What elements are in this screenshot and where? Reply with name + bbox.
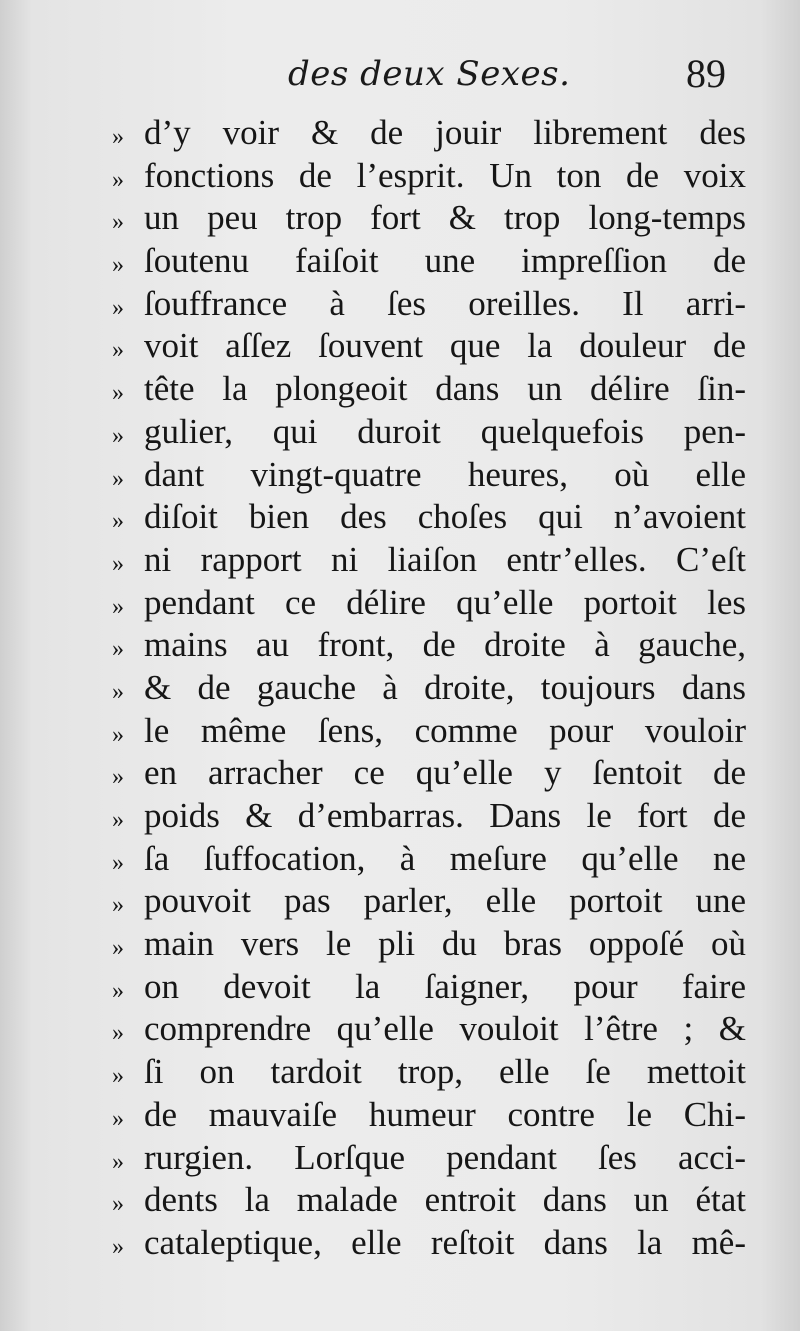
text-line [112,710,746,753]
line-text: poids & d’embarras. Dans le fort de [144,796,746,835]
body-text [112,112,746,1265]
line-text: on devoit la ſaigner, pour faire [144,966,746,1006]
quote-mark: » [112,209,124,236]
line-text: & de gauche à droite, toujours dans [144,667,746,707]
quote-mark: » [112,550,124,577]
line-text: ſa ſuffocation, à meſure qu’elle ne [144,838,746,878]
text-line [112,838,746,881]
text-line [112,1137,746,1180]
line-text: ni rapport ni liaiſon entr’elles. C’eſt [144,539,746,579]
line-text: ſi on tardoit trop, elle ſe mettoit [144,1052,746,1092]
text-line [112,240,746,283]
line-text: fonctions de l’esprit. Un ton de voix [144,155,746,195]
text-line [112,667,746,710]
text-line [112,880,746,923]
text-line [112,411,746,454]
text-line [112,539,746,582]
text-line [112,795,746,838]
line-text: mains au front, de droite à gauche, [144,625,746,665]
quote-mark: » [112,337,124,364]
text-line [112,966,746,1009]
quote-mark: » [112,422,124,449]
text-line [112,155,746,198]
quote-mark: » [112,721,124,748]
line-text: rurgien. Lorſque pendant ſes acci- [144,1137,746,1177]
text-line [112,752,746,795]
line-text: d’y voir & de jouir librement des [144,113,746,152]
text-line [112,923,746,966]
line-text: comprendre qu’elle vouloit l’être ; & [144,1009,746,1049]
quote-mark: » [112,380,124,407]
line-text: gulier, qui duroit quelquefois pen- [144,411,746,451]
line-text: de mauvaiſe humeur contre le Chi- [144,1094,746,1134]
text-line [112,1179,746,1222]
quote-mark: » [112,935,124,962]
text-line [112,496,746,539]
line-text: le même ſens, comme pour vouloir [144,710,746,750]
text-line [112,582,746,625]
line-text: ſoutenu faiſoit une impreſſion de [144,241,746,281]
text-line [112,112,746,155]
quote-mark: » [112,678,124,705]
quote-mark: » [112,465,124,492]
line-text: dents la malade entroit dans un état [144,1180,746,1220]
quote-mark: » [112,764,124,791]
line-text: pouvoit pas parler, elle portoit une [144,881,746,921]
line-text: cataleptique, elle reſtoit dans la mê- [144,1222,746,1262]
text-line [112,197,746,240]
quote-mark: » [112,508,124,535]
line-text: dant vingt-quatre heures, où elle [144,454,746,494]
page-header [0,48,800,108]
text-line [112,368,746,411]
text-line [112,1222,746,1265]
quote-mark: » [112,1191,124,1218]
quote-mark: » [112,849,124,876]
line-text: un peu trop fort & trop long-temps [144,198,746,238]
line-text: diſoit bien des choſes qui n’avoient [144,497,746,537]
quote-mark: » [112,124,124,150]
line-text: voit aſſez ſouvent que la douleur de [144,326,746,366]
quote-mark: » [112,1020,124,1047]
quote-mark: » [112,977,124,1004]
line-text: tête la plongeoit dans un délire ſin- [144,369,746,409]
quote-mark: » [112,593,124,620]
line-text: main vers le pli du bras oppoſé où [144,924,746,964]
quote-mark: » [112,1105,124,1132]
quote-mark: » [112,807,124,833]
quote-mark: » [112,892,124,919]
quote-mark: » [112,636,124,663]
line-text: en arracher ce qu’elle y ſentoit de [144,753,746,793]
text-line [112,1008,746,1051]
text-line [112,454,746,497]
text-line [112,1051,746,1094]
running-title: des deux Sexes. [288,54,571,94]
text-line [112,325,746,368]
quote-mark: » [112,252,124,279]
line-text: ſouffrance à ſes oreilles. Il arri- [144,283,746,323]
quote-mark: » [112,166,124,193]
quote-mark: » [112,1233,124,1260]
text-line [112,624,746,667]
quote-mark: » [112,1063,124,1090]
text-line [112,1094,746,1137]
page-number: 89 [686,51,726,96]
quote-mark: » [112,294,124,321]
line-text: pendant ce délire qu’elle portoit les [144,582,746,622]
text-line [112,283,746,326]
quote-mark: » [112,1148,124,1175]
